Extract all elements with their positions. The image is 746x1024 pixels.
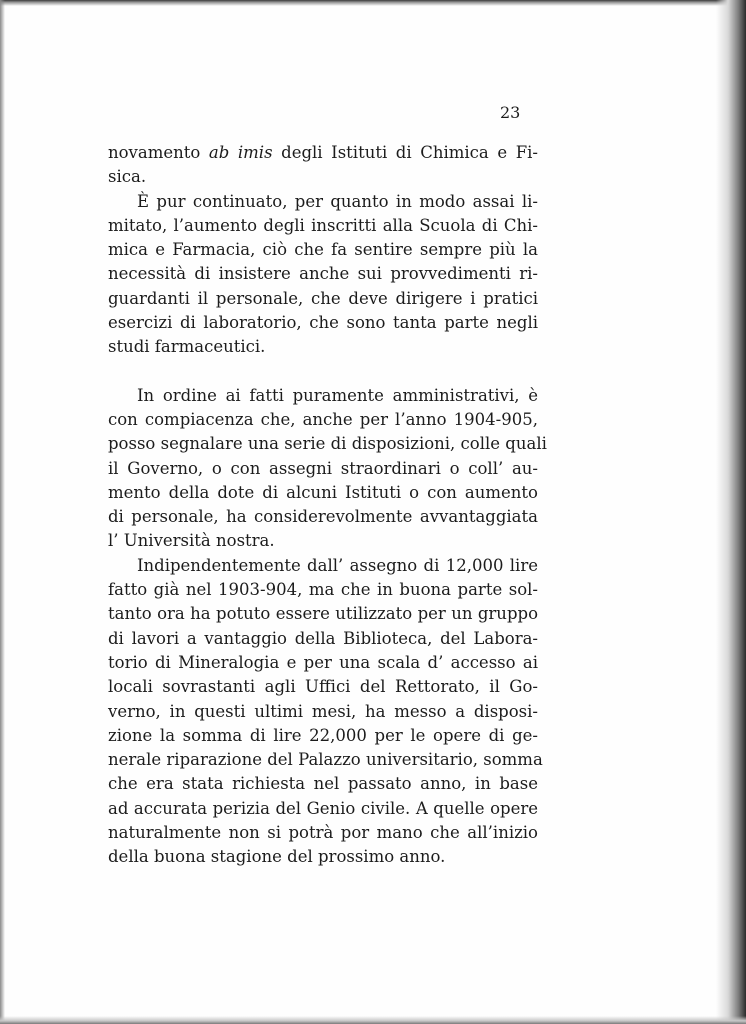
text-line: zione la somma di lire 22,000 per le opere di ge- <box>108 725 538 745</box>
text-line: Indipendentemente dall’ assegno di 12,000 lire <box>137 555 538 575</box>
page-edge-right <box>716 0 746 1024</box>
text-line: necessità di insistere anche sui provvedimenti ri- <box>108 264 538 284</box>
text-line: mitato, l’aumento degli inscritti alla Scuola di Chi- <box>108 215 538 235</box>
text-line: studi farmaceutici. <box>108 337 266 357</box>
page-edge-left <box>0 0 5 1024</box>
paragraph <box>108 190 538 360</box>
text-line: di personale, ha considerevolmente avvantaggiata <box>108 507 538 527</box>
text-line: della buona stagione del prossimo anno. <box>108 847 446 867</box>
text-line: con compiacenza che, anche per l’anno 1904-905, <box>108 409 538 429</box>
text-line: il Governo, o con assegni straordinari o coll’ au- <box>108 458 538 478</box>
page-number: 23 <box>500 103 521 122</box>
page-edge-top <box>0 0 746 6</box>
text-line: sica. <box>108 167 147 187</box>
text-line: che era stata richiesta nel passato anno, in base <box>108 774 538 794</box>
text-line: di lavori a vantaggio della Biblioteca, del Labora- <box>108 628 538 648</box>
text-line: guardanti il personale, che deve dirigere i pratici <box>108 288 538 308</box>
text-line: torio di Mineralogia e per una scala d’ accesso ai <box>108 652 538 672</box>
text-line: tanto ora ha potuto essere utilizzato per un gruppo <box>108 604 538 624</box>
paragraph <box>108 141 538 190</box>
text-line: naturalmente non si potrà por mano che all’inizio <box>108 823 538 843</box>
text-line: l’ Università nostra. <box>108 531 275 551</box>
paragraph <box>108 554 543 870</box>
body-text <box>108 141 547 870</box>
text-line: In ordine ai fatti puramente amministrativi, è <box>137 385 538 405</box>
page-edge-bottom <box>0 1016 746 1024</box>
text-line: verno, in questi ultimi mesi, ha messo a disposi- <box>108 701 538 721</box>
text-line: È pur continuato, per quanto in modo assai li- <box>137 191 538 211</box>
text-line: locali sovrastanti agli Uffici del Rettorato, il Go- <box>108 677 538 697</box>
text-line: posso segnalare una serie di disposizioni, colle quali <box>108 434 547 454</box>
text-line: esercizi di laboratorio, che sono tanta parte negli <box>108 313 538 333</box>
text-line: fatto già nel 1903-904, ma che in buona parte sol- <box>108 580 538 600</box>
italic-phrase: ab imis <box>208 143 273 162</box>
paragraph <box>108 384 547 554</box>
text-line: mento della dote di alcuni Istituti o con aumento <box>108 482 538 502</box>
text-line: ad accurata perizia del Genio civile. A quelle opere <box>108 798 538 818</box>
text-line: novamento ab imis degli Istituti di Chimica e Fi- <box>108 143 538 162</box>
text-line: nerale riparazione del Palazzo universitario, somma <box>108 750 543 770</box>
text-line: mica e Farmacia, ciò che fa sentire sempre più la <box>108 240 538 260</box>
